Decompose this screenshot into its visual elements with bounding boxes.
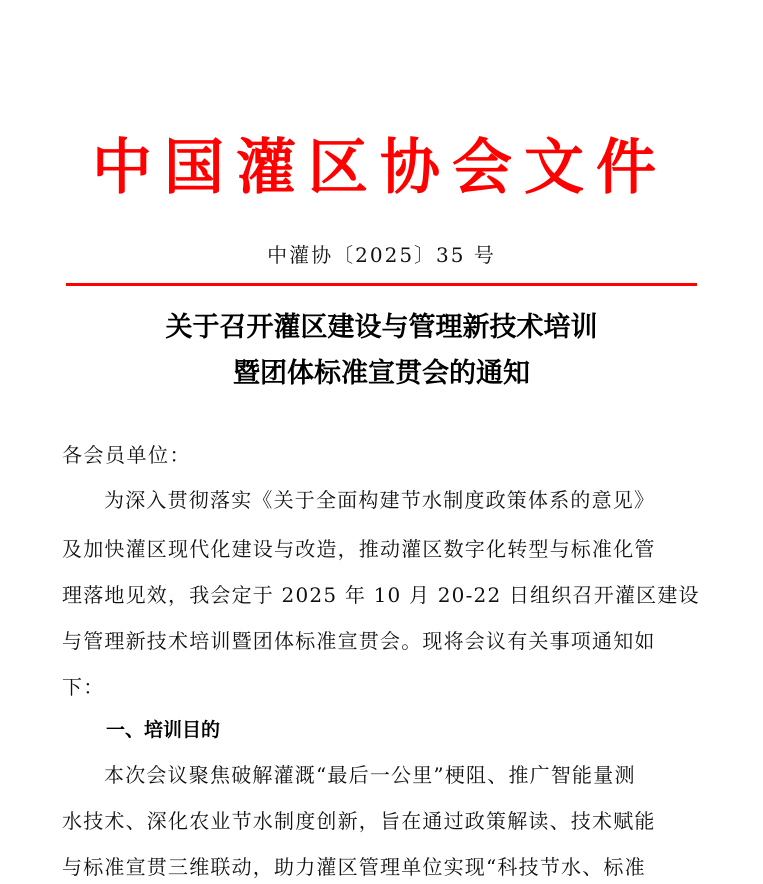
- notice-title: [0, 305, 763, 397]
- salutation: 各会员单位：: [62, 443, 191, 467]
- section1-line-3: 与标准宣贯三维联动，助力灌区管理单位实现“科技节水、标准: [62, 855, 646, 879]
- paragraph1-line-5: 下：: [62, 675, 105, 699]
- document-number: 中灌协〔2025〕35 号: [267, 243, 496, 267]
- red-divider-line: [66, 283, 697, 286]
- notice-title-line-1: 关于召开灌区建设与管理新技术培训: [165, 312, 598, 343]
- notice-title-line-2: 暨团体标准宣贯会的通知: [233, 358, 530, 389]
- section1-line-1: 本次会议聚焦破解灌溉“最后一公里”梗阻、推广智能量测: [104, 763, 636, 787]
- paragraph1-line-1: 为深入贯彻落实《关于全面构建节水制度政策体系的意见》: [104, 488, 656, 512]
- paragraph1-line-3: 理落地见效，我会定于 2025 年 10 月 20-22 日组织召开灌区建设: [62, 583, 700, 607]
- section1-line-2: 水技术、深化农业节水制度创新，旨在通过政策解读、技术赋能: [62, 809, 656, 833]
- paragraph1-line-4: 与管理新技术培训暨团体标准宣贯会。现将会议有关事项通知如: [62, 629, 656, 653]
- paragraph1-line-2: 及加快灌区现代化建设与改造，推动灌区数字化转型与标准化管: [62, 537, 656, 561]
- section-heading-training-purpose: 一、培训目的: [106, 719, 221, 741]
- document-masthead: 中国灌区协会文件: [92, 133, 668, 203]
